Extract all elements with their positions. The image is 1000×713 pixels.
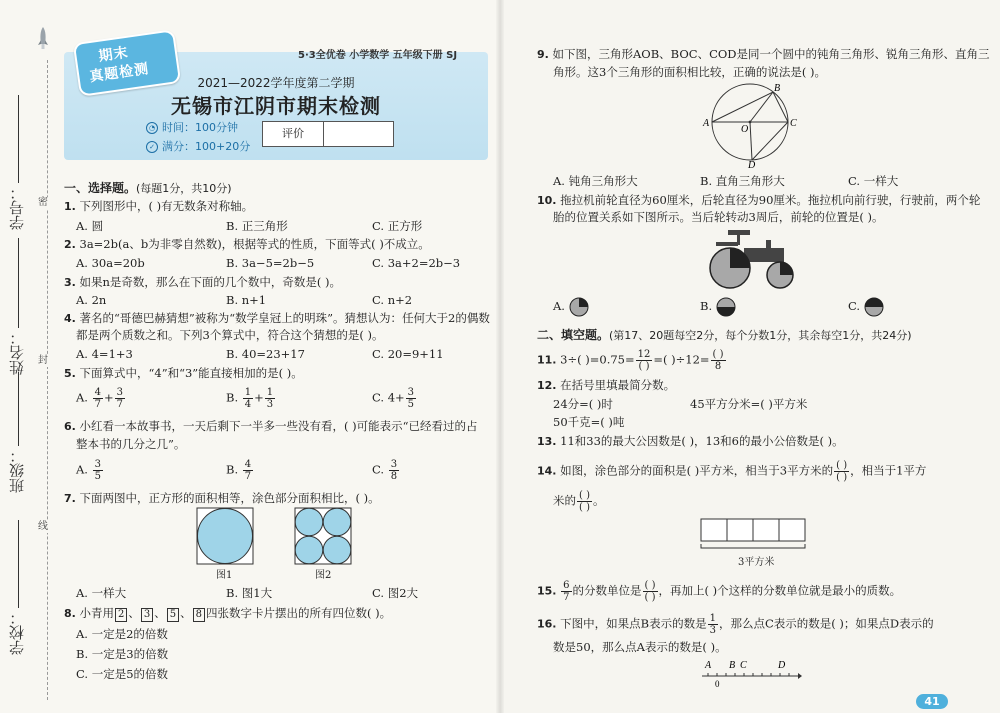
fraction: $\frac{4}{7}$ [94,387,101,410]
clock-icon: ◔ [146,122,158,134]
q14-stem-line1 [537,460,926,483]
q5-c-prefix: C. 4+ [372,390,405,405]
fraction: $\frac{( )}{8}$ [712,349,724,372]
score-info [146,138,250,154]
fraction: $\frac{3}{5}$ [407,387,415,410]
q7-option-a[interactable]: A. 一样大 [76,586,127,600]
q12-row2a[interactable]: 50千克=( )吨 [553,415,625,429]
q4-option-c[interactable]: C. 20=9+11 [372,347,444,361]
section1-heading [64,179,232,196]
digit-card: 8 [193,608,205,622]
page-number: 41 [916,694,948,709]
badge-line1: 期末 [97,44,130,65]
q4-stem-line2: 都是两个质数之和。下列3个算式中，符合这个猜想的是( )。 [76,328,384,342]
q1-num: 1. [64,200,76,213]
q9-stem-line2: 角形。这3个三角形的面积相比较，正确的说法是( )。 [553,65,826,79]
q5-a-prefix: A. [76,390,88,405]
tractor-figure [708,228,798,292]
student-id-label: 学号： [8,185,26,230]
q16-t1: 下图中，如果点B表示的数是 [560,616,707,631]
q5-num: 5. [64,367,76,380]
q10-option-a[interactable] [553,297,589,317]
q9-line1: 如下图，三角形AOB、BOC、COD是同一个圆中的钝角三角形、锐角三角形、直角三 [552,47,990,61]
q5-option-c[interactable] [372,387,417,410]
q11-num: 11. [537,353,557,367]
q14-stem-line2: 米的 $\frac{( )}{( )}$ 。 [553,490,605,513]
q8-num: 8. [64,607,76,620]
q10-option-b[interactable] [700,297,736,317]
q8-option-b[interactable]: B. 一定是3的倍数 [76,647,169,661]
q9-stem-line1 [537,46,990,63]
q16-frac-den: 3 [709,625,716,636]
q13-stem [537,433,844,450]
q6-stem-line1 [64,418,478,435]
q16-stem-line2: 数是50，那么点A表示的数是( )。 [553,640,727,654]
q11-f2-den: 8 [714,361,722,372]
q8-post: 四张数字卡片摆出的所有四位数( )。 [206,606,392,620]
q10-num: 10. [537,194,557,207]
q16-number-line [700,656,804,688]
q8-option-a[interactable]: A. 一定是2的倍数 [76,627,168,641]
section2-heading [537,326,912,343]
q9-option-b[interactable]: B. 直角三角形大 [700,174,785,188]
wheel-icon [864,297,884,317]
q6-option-b[interactable] [226,459,254,482]
q15-stem [537,580,901,603]
q7-fig1-caption: 图1 [216,570,233,581]
q10-stem-line2: 胎的位置关系如下图所示。当后轮转动3周后，前轮的位置是( )。 [553,210,884,224]
class-line[interactable] [18,372,19,446]
q3-text: 如果n是奇数，那么在下面的几个数中，奇数是( )。 [79,275,342,289]
series-label: 5·3全优卷 小学数学 五年级下册 SJ [298,50,458,61]
q11-t1: 3÷( )=0.75= [560,352,635,367]
q16-t2: ，那么点C表示的数是( )；如果点D表示的 [718,616,934,631]
q12-text: 在括号里填最简分数。 [560,378,676,392]
q16-label-c: C [740,660,747,671]
q15-num: 15. [537,584,557,598]
q8-stem: 8. 小青用 2 、 3 、 5 、 8 四张数字卡片摆出的所有四位数( )。 [64,606,392,620]
q9-num: 9. [537,48,549,61]
q2-option-b[interactable]: B. 3a−5=2b−5 [226,256,315,270]
q1-text: 下列图形中，( )有无数条对称轴。 [79,199,254,213]
digit-card: 2 [115,608,127,622]
section1-note: (每题1分，共10分) [136,182,232,195]
check-icon: ✓ [146,141,158,153]
q10-line1: 拖拉机前轮直径为60厘米，后轮直径为90厘米。拖拉机向前行驶，行驶前，两个轮 [560,193,981,207]
q7-num: 7. [64,492,76,505]
q8-pre: 小青用 [79,606,114,620]
fraction: $\frac{1}{4}$ [244,387,252,410]
book-spine [496,0,504,713]
time-info [146,119,238,135]
school-label: 学校： [8,610,26,655]
q3-option-b[interactable]: B. n+1 [226,293,267,307]
q15-t2: ，再加上( )个这样的分数单位就是最小的质数。 [658,583,902,598]
q2-num: 2. [64,238,76,251]
rocket-icon [37,26,49,52]
q11-t2: =( )÷12= [653,352,710,367]
q9-label-c: C [790,118,797,129]
q6-option-c[interactable] [372,459,400,482]
q5-stem [64,365,303,382]
fraction: $\frac{( )}{( )}$ [579,490,590,513]
q10-c-prefix: C. [848,299,861,313]
q6-num: 6. [64,420,76,433]
fraction: $\frac{3}{8}$ [390,459,398,482]
fraction: $\frac{12}{( )}$ [637,349,651,372]
q14-bar-figure [700,518,810,552]
q5-option-b[interactable]: B. $\frac{1}{4}$ + $\frac{1}{3}$ [226,387,274,410]
q12-num: 12. [537,379,557,392]
fraction: $\frac{1}{3}$ [266,387,274,410]
q9-option-a[interactable]: A. 钝角三角形大 [553,174,638,188]
time-text: 时间：100分钟 [162,121,238,134]
q6-b-prefix: B. [226,462,239,477]
q11-stem [537,349,727,372]
q4-option-b[interactable]: B. 40=23+17 [226,347,305,361]
q1-stem [64,198,253,215]
q1-option-b[interactable]: B. 正三角形 [226,219,288,233]
q6-a-prefix: A. [76,462,88,477]
q12-row1a[interactable]: 24分=( )时 [553,397,613,411]
q9-option-c[interactable]: C. 一样大 [848,174,899,188]
q5-text: 下面算式中，“4”和“3”能直接相加的是( )。 [79,366,303,380]
fraction [708,613,718,636]
q8-option-c[interactable]: C. 一定是5的倍数 [76,667,169,681]
q9-circle-figure [700,80,800,168]
student-id-line[interactable] [18,95,19,183]
q7-text: 下面两图中，正方形的面积相等，涂色部分面积相比，( )。 [79,491,380,505]
q16-label-d: D [778,660,786,671]
q4-num: 4. [64,312,76,325]
evaluation-label: 评价 [263,122,324,146]
q10-stem-line1 [537,192,980,209]
badge-line2: 真题检测 [88,61,151,86]
q15-frac-num: 6 [563,580,570,591]
q11-f1-num: 12 [637,349,651,360]
section1-title: 一、选择题。 [64,181,137,195]
q14-t2: ，相当于1平方 [850,463,927,478]
q9-label-b: B [774,83,781,94]
q10-b-prefix: B. [700,299,713,313]
q4-stem-line1 [64,310,490,327]
q3-option-a[interactable]: A. 2n [76,293,107,307]
q4-line1: 著名的“哥德巴赫猜想”被称为“数学皇冠上的明珠”。猜想认为：任何大于2的偶数 [79,311,490,325]
exam-title: 无锡市江阴市期末检测 [171,94,381,118]
q5-b-prefix: B. [226,390,239,405]
q4-option-a[interactable]: A. 4=1+3 [76,347,133,361]
digit-card: 5 [167,608,179,622]
q14-t3: 米的 [553,493,576,508]
q12-stem [537,377,675,394]
q16-label-b: B [729,660,736,671]
seal-dashed-line [47,60,48,700]
q14-t1: 如图，涂色部分的面积是( )平方米，相当于3平方米的 [560,463,834,478]
q1-option-a[interactable]: A. 圆 [76,219,104,233]
q10-a-prefix: A. [553,299,565,313]
q16-label-a: A [705,660,712,671]
fraction: $\frac{( )}{( )}$ [836,460,848,483]
q2-text: 3a=2b(a、b为非零自然数)，根据等式的性质，下面等式( )不成立。 [79,237,430,251]
q16-stem-line1 [537,613,934,636]
fraction [561,580,571,603]
seal-word-feng: 封 [38,355,48,366]
score-text: 满分：100+20分 [162,140,251,153]
q3-option-c[interactable]: C. n+2 [372,293,413,307]
q6-c-prefix: C. [372,462,385,477]
q16-num: 16. [537,617,557,631]
class-label: 班级： [8,448,26,493]
fraction: $\frac{( )}{( )}$ [644,580,656,603]
school-year: 2021—2022学年度第二学期 [197,76,355,90]
section2-title: 二、填空题。 [537,328,610,342]
q14-num: 14. [537,464,557,478]
q2-option-a[interactable]: A. 30a=20b [76,256,145,270]
q5-option-a[interactable]: A. $\frac{4}{7}$ + $\frac{3}{7}$ [76,387,124,410]
q3-stem [64,274,341,291]
section2-note: (第17、20题每空2分，每个分数1分，其余每空1分，共24分) [609,329,912,342]
q13-text: 11和33的最大公因数是( )，13和6的最小公倍数是( )。 [560,434,844,448]
q9-label-o: O [741,124,749,135]
q7-option-c[interactable]: C. 图2大 [372,586,419,600]
q7-fig2-caption: 图2 [315,570,332,581]
fraction: $\frac{3}{7}$ [116,387,124,410]
q6-option-a[interactable] [76,459,104,482]
q16-frac-num: 1 [709,613,716,624]
q12-row1b[interactable]: 45平方分米=( )平方米 [690,397,808,411]
q15-t1: 的分数单位是 [572,583,642,598]
q1-option-c[interactable]: C. 正方形 [372,219,423,233]
q2-stem [64,236,430,253]
q6-stem-line2: 整本书的几分之几”。 [76,437,186,451]
wheel-icon [569,297,589,317]
fraction: $\frac{3}{5}$ [94,459,101,482]
wheel-icon [716,297,736,317]
q13-num: 13. [537,435,557,448]
q7-figure2 [294,507,354,565]
q15-frac-den: 7 [563,592,570,603]
q10-option-c[interactable] [848,297,884,317]
name-label: 姓名： [8,330,26,375]
q7-option-b[interactable]: B. 图1大 [226,586,273,600]
fraction: $\frac{4}{7}$ [244,459,252,482]
seal-word-mi: 密 [38,197,48,208]
school-line[interactable] [18,520,19,608]
q14-bar-caption: 3平方米 [738,557,775,568]
binding-margin [0,0,60,713]
evaluation-box[interactable] [262,121,394,147]
digit-card: 3 [141,608,153,622]
q9-label-d: D [748,160,756,168]
q2-option-c[interactable]: C. 3a+2=2b−3 [372,256,461,270]
seal-word-xian: 线 [38,521,48,532]
q9-label-a: A [703,118,710,129]
name-line[interactable] [18,238,19,328]
q6-line1: 小红看一本故事书，一天后剩下一半多一些没有看，( )可能表示“已经看过的占 [79,419,478,433]
q16-label-zero: 0 [715,679,720,688]
q7-figure1 [196,507,256,565]
q3-num: 3. [64,276,76,289]
q7-stem [64,490,380,507]
